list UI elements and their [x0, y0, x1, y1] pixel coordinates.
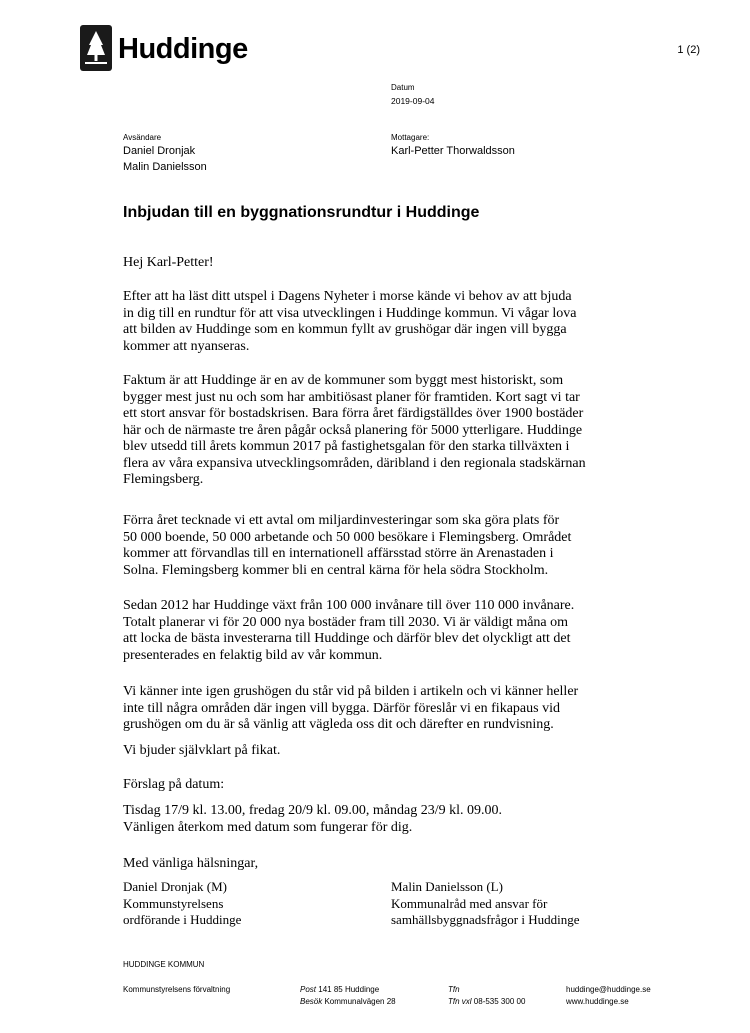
- paragraph-2: Faktum är att Huddinge är en av de kommuner som byggt mest historiskt, som bygger mest just nu och som har ambitiösast planer för framtiden. Kort sagt vi tar ett stort ansvar för bostadskrisen. Bara förra året färdigställdes över 1900 bostäder här och de närmaste tre åren pågår också planering för 5000 ytterligare. Huddinge blev utsedd till årets kommun 2017 på fastighetsgalan för den starka tillväxten i flera av våra expansiva utvecklingsområden, däribland i den regionala stadskärnan Flemingsberg.: [123, 373, 586, 487]
- footer-switchboard: [448, 996, 525, 1008]
- footer-post-label: Post: [300, 985, 317, 994]
- brand-name: Huddinge: [118, 33, 248, 65]
- signature-malin: Malin Danielsson (L) Kommunalråd med ansvar för samhällsbyggnadsfrågor i Huddinge: [391, 879, 580, 927]
- closing: Med vänliga hälsningar,: [123, 856, 259, 871]
- page-number: 1 (2): [677, 44, 700, 56]
- footer-web-link[interactable]: www.huddinge.se: [566, 997, 629, 1006]
- dates-heading: Förslag på datum:: [123, 777, 225, 792]
- footer-switch-label: Tfn vxl: [448, 997, 472, 1006]
- footer-org: HUDDINGE KOMMUN: [123, 960, 205, 969]
- footer-visit: [300, 996, 396, 1008]
- footer-email-link[interactable]: huddinge@huddinge.se: [566, 985, 651, 994]
- recipient-label: Mottagare:: [391, 133, 430, 142]
- letter-title: Inbjudan till en byggnationsrundtur i Huddinge: [123, 204, 480, 221]
- date-value: 2019-09-04: [391, 96, 435, 106]
- paragraph-1: Efter att ha läst ditt utspel i Dagens Nyheter i morse kände vi behov av att bjuda in dig till en rundtur för att visa utvecklingen i Huddinge kommun. Vi vågar lova att bilden av Huddinge som en kommun fyllt av grushögar där ingen vill bygga kommer att nyanseras.: [123, 289, 577, 354]
- paragraph-4: Sedan 2012 har Huddinge växt från 100 000 invånare till över 110 000 invånare. Totalt planerar vi för 20 000 nya bostäder fram till 2030. Vi är väldigt måna om att locka de bästa investerarna till Huddinge och därför blev det olyckligt att det presenterades en felaktig bild av vår kommun.: [123, 598, 575, 663]
- footer-switch-value: 08-535 300 00: [473, 997, 526, 1006]
- footer-post: [300, 984, 379, 996]
- paragraph-3: Förra året tecknade vi ett avtal om miljardinvesteringar som ska göra plats för 50 000 boende, 50 000 arbetande och 50 000 besökare i Flemingsberg. Området kommer att förvandlas till en internationell affärsstad större än Arenastaden i Solna. Flemingsberg kommer bli en central kärna för hela södra Stockholm.: [123, 513, 572, 578]
- date-label: Datum: [391, 83, 415, 92]
- paragraph-6: Vi bjuder självklart på fikat.: [123, 743, 281, 758]
- dates-proposal: Tisdag 17/9 kl. 13.00, fredag 20/9 kl. 09.00, måndag 23/9 kl. 09.00. Vänligen återkom med datum som fungerar för dig.: [123, 803, 503, 835]
- footer-phone-label: Tfn: [448, 985, 460, 994]
- sender-name-1: Daniel Dronjak: [123, 145, 196, 157]
- footer-phone: [448, 984, 460, 996]
- footer-department: Kommunstyrelsens förvaltning: [123, 985, 231, 994]
- huddinge-logo-icon: [80, 25, 112, 71]
- footer-visit-label: Besök: [300, 997, 323, 1006]
- greeting: Hej Karl-Petter!: [123, 255, 214, 270]
- footer-post-value: 141 85 Huddinge: [318, 985, 380, 994]
- sender-label: Avsändare: [123, 133, 162, 142]
- paragraph-5: Vi känner inte igen grushögen du står vid på bilden i artikeln och vi känner heller inte till några områden där ingen vill bygga. Därför föreslår vi en fikapaus vid grushögen om du är så vänlig att vägleda oss dit och därefter en rundvisning.: [123, 684, 579, 732]
- footer-visit-value: Kommunalvägen 28: [324, 997, 396, 1006]
- signature-daniel: Daniel Dronjak (M) Kommunstyrelsens ordförande i Huddinge: [123, 879, 242, 927]
- sender-name-2: Malin Danielsson: [123, 161, 207, 173]
- recipient-name: Karl-Petter Thorwaldsson: [391, 145, 515, 157]
